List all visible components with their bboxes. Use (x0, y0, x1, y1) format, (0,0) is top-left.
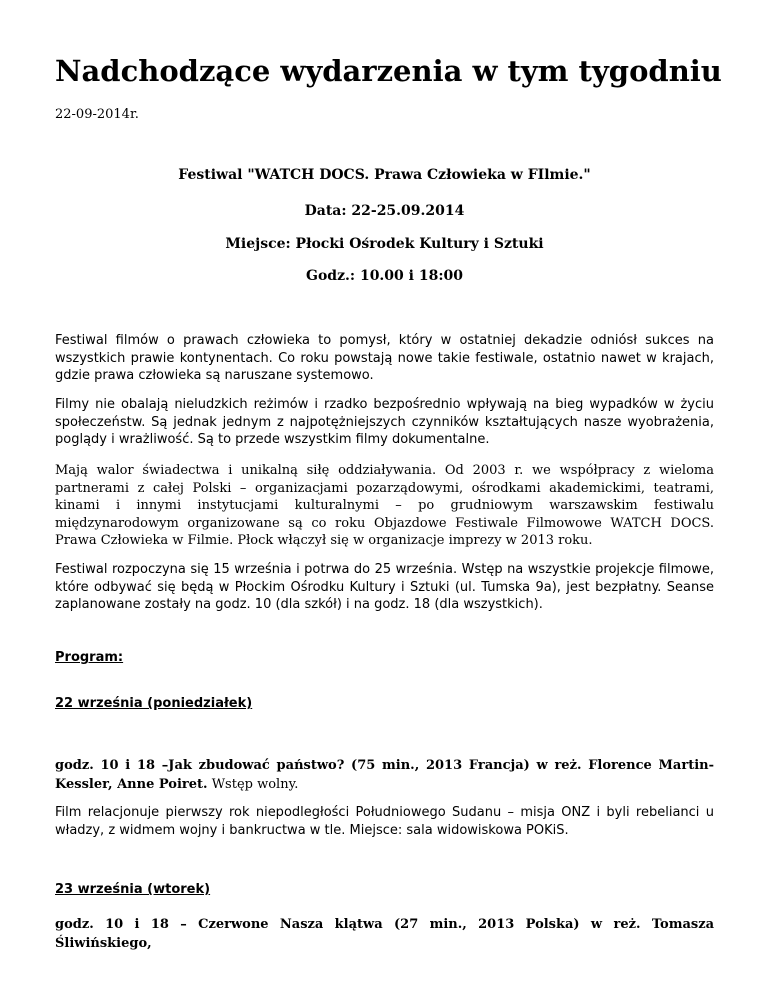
event-monday (55, 756, 714, 794)
event-tuesday (55, 915, 714, 953)
event-monday-note: Wstęp wolny. (207, 777, 299, 792)
page-title: Nadchodzące wydarzenia w tym tygodniu (55, 54, 722, 88)
paragraph-intro: Festiwal filmów o prawach człowieka to pomysł, który w ostatniej dekadzie odniósł sukces na wszystkich prawie kontynentach. Co roku powstają nowe takie festiwale, ostatnio nawet w krajach, gdzie prawa człowieka są naruszane systemowo. (55, 333, 714, 383)
paragraph-schedule: Festiwal rozpoczyna się 15 września i potrwa do 25 września. Wstęp na wszystkie projekcje filmowe, które odbywać się będą w Płockim Ośrodku Kultury i Sztuki (ul. Tumska 9a), jest bezpłatny. Seanse zaplanowane zostały na godz. 10 (dla szkół) i na godz. 18 (dla wszystkich). (55, 562, 714, 612)
event-monday-description: Film relacjonuje pierwszy rok niepodległości Południowego Sudanu – misja ONZ i byli rebelianci u władzy, z widmem wojny i bankructwa w tle. Miejsce: sala widowiskowa POKiS. (55, 805, 714, 838)
program-heading: Program: (55, 650, 124, 665)
publication-date: 22-09-2014r. (55, 107, 139, 122)
paragraph-history: Mają walor świadectwa i unikalną siłę oddziaływania. Od 2003 r. we współpracy z wieloma partnerami z całej Polski – organizacjami pozarządowymi, ośrodkami akademickimi, teatrami, kinami i innymi instytucjami kulturalnymi – po grudniowym warszawskim festiwalu międzynarodowym organizowane są co roku Objazdowe Festiwale Filmowowe WATCH DOCS. Prawa Człowieka w Filmie. Płock włączył się w organizacje imprezy w 2013 roku. (55, 463, 714, 548)
day-heading-monday: 22 września (poniedziałek) (55, 696, 253, 711)
festival-name: Festiwal "WATCH DOCS. Prawa Człowieka w FIlmie." (178, 167, 591, 183)
day-heading-tuesday: 23 września (wtorek) (55, 882, 211, 897)
event-tuesday-title: godz. 10 i 18 – Czerwone Nasza klątwa (27 min., 2013 Polska) w reż. Tomasza Śliwińskiego, (55, 917, 714, 951)
festival-place: Miejsce: Płocki Ośrodek Kultury i Sztuki (225, 236, 544, 252)
festival-dates: Data: 22-25.09.2014 (304, 203, 465, 219)
paragraph-films: Filmy nie obalają nieludzkich reżimów i rzadko bezpośrednio wpływają na bieg wypadków w życiu społeczeństw. Są jednak jednym z najpotężniejszych czynników kształtujących nasze wyobrażenia, poglądy i wrażliwość. Są to przede wszystkim filmy dokumentalne. (55, 397, 714, 447)
event-monday-title: godz. 10 i 18 –Jak zbudować państwo? (75 min., 2013 Francja) w reż. Florence Martin-Kessler, Anne Poiret. (55, 758, 714, 792)
festival-hours: Godz.: 10.00 i 18:00 (306, 268, 463, 284)
